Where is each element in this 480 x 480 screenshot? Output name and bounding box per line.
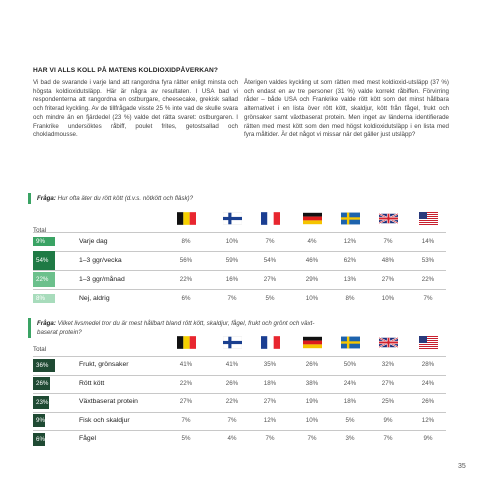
country-value-cell: 8% bbox=[345, 294, 355, 302]
country-value-cell: 14% bbox=[421, 237, 435, 245]
country-value-cell: 4% bbox=[227, 435, 237, 443]
row-label: 1–3 ggr/vecka bbox=[79, 256, 122, 264]
total-column-label: Total bbox=[33, 346, 47, 353]
total-value-cell: 22% bbox=[33, 272, 55, 287]
country-value-cell: 7% bbox=[265, 237, 275, 245]
question-prefix: Fråga: bbox=[37, 195, 56, 202]
row-label: Nej, aldrig bbox=[79, 294, 110, 302]
country-value-cell: 5% bbox=[265, 294, 275, 302]
row-divider bbox=[33, 289, 446, 290]
total-column-label: Total bbox=[33, 227, 47, 234]
row-label: 1–3 ggr/månad bbox=[79, 275, 125, 283]
country-value-cell: 41% bbox=[225, 361, 239, 369]
country-value-cell: 62% bbox=[343, 256, 357, 264]
question-text: Hur ofta äter du rött kött (d.v.s. nötkött och fläsk)? bbox=[57, 195, 194, 202]
country-value-cell: 10% bbox=[305, 416, 319, 424]
total-value-cell: 6% bbox=[33, 433, 45, 446]
row-divider bbox=[33, 251, 446, 252]
country-value-cell: 6% bbox=[181, 294, 191, 302]
country-value-cell: 22% bbox=[225, 398, 239, 406]
country-value-cell: 32% bbox=[381, 361, 395, 369]
country-value-cell: 53% bbox=[421, 256, 435, 264]
country-value-cell: 27% bbox=[179, 398, 193, 406]
country-value-cell: 7% bbox=[265, 435, 275, 443]
country-value-cell: 59% bbox=[225, 256, 239, 264]
country-value-cell: 4% bbox=[307, 237, 317, 245]
country-value-cell: 10% bbox=[381, 294, 395, 302]
usa-flag-icon bbox=[419, 212, 438, 225]
row-label: Fisk och skaldjur bbox=[79, 416, 130, 424]
france-flag-icon bbox=[261, 212, 280, 225]
country-value-cell: 7% bbox=[307, 435, 317, 443]
country-value-cell: 12% bbox=[263, 416, 277, 424]
row-divider bbox=[33, 412, 446, 413]
finland-flag-icon bbox=[223, 336, 242, 349]
country-value-cell: 50% bbox=[343, 361, 357, 369]
country-value-cell: 12% bbox=[343, 237, 357, 245]
country-value-cell: 18% bbox=[263, 379, 277, 387]
row-divider bbox=[33, 375, 446, 376]
row-divider bbox=[33, 270, 446, 271]
belgium-flag-icon bbox=[177, 336, 196, 349]
country-value-cell: 22% bbox=[179, 379, 193, 387]
row-label: Varje dag bbox=[79, 237, 108, 245]
question-1 bbox=[37, 195, 377, 204]
country-value-cell: 7% bbox=[383, 237, 393, 245]
section-heading: HAR VI ALLS KOLL PÅ MATENS KOLDIOXIDPÅVERKAN? bbox=[33, 67, 218, 74]
country-value-cell: 10% bbox=[225, 237, 239, 245]
country-value-cell: 38% bbox=[305, 379, 319, 387]
country-value-cell: 18% bbox=[343, 398, 357, 406]
country-value-cell: 12% bbox=[421, 416, 435, 424]
country-value-cell: 9% bbox=[423, 435, 433, 443]
intro-text-left: Vi bad de svarande i varje land att rangordna fyra rätter enligt minsta och högsta koldioxidutsläpp. Här är några av resultaten. I USA bad vi respondenterna att rangordna en ostburgare, cheesecake, grekisk sallad och friterad kyckling. Av de tillfrågade visste 25 % inte vad de skulle svara och mindre än en fjärdedel (23 %) valde det rätta svaret: ostburgaren. I Frankrike undersöktes råbiff, poulet frites, getostsallad och chokladmousse. bbox=[33, 79, 238, 139]
country-value-cell: 29% bbox=[305, 275, 319, 283]
country-value-cell: 27% bbox=[263, 275, 277, 283]
country-value-cell: 7% bbox=[423, 294, 433, 302]
country-value-cell: 7% bbox=[383, 435, 393, 443]
total-value-cell: 54% bbox=[33, 251, 55, 270]
page-number: 35 bbox=[458, 463, 466, 470]
country-value-cell: 41% bbox=[179, 361, 193, 369]
row-label: Frukt, grönsaker bbox=[79, 361, 129, 369]
question-text: Vilket livsmedel tror du är mest hållbart bland rött kött, skaldjur, fågel, frukt och grönt och växt- bbox=[57, 320, 315, 327]
usa-flag-icon bbox=[419, 336, 438, 349]
country-value-cell: 16% bbox=[225, 275, 239, 283]
germany-flag-icon bbox=[303, 336, 322, 349]
question-text-continued: baserat protein? bbox=[37, 328, 82, 336]
country-value-cell: 54% bbox=[263, 256, 277, 264]
country-value-cell: 46% bbox=[305, 256, 319, 264]
germany-flag-icon bbox=[303, 212, 322, 225]
uk-flag-icon bbox=[379, 336, 398, 349]
country-value-cell: 27% bbox=[381, 379, 395, 387]
country-value-cell: 22% bbox=[179, 275, 193, 283]
total-value-cell: 9% bbox=[33, 414, 45, 427]
country-value-cell: 5% bbox=[345, 416, 355, 424]
total-value-cell: 9% bbox=[33, 237, 55, 247]
country-value-cell: 8% bbox=[181, 237, 191, 245]
total-value-cell: 23% bbox=[33, 396, 49, 409]
country-value-cell: 25% bbox=[381, 398, 395, 406]
country-value-cell: 56% bbox=[179, 256, 193, 264]
country-value-cell: 19% bbox=[305, 398, 319, 406]
question-prefix: Fråga: bbox=[37, 320, 56, 327]
country-value-cell: 26% bbox=[421, 398, 435, 406]
country-value-cell: 24% bbox=[421, 379, 435, 387]
country-value-cell: 3% bbox=[345, 435, 355, 443]
country-value-cell: 26% bbox=[305, 361, 319, 369]
row-label: Fågel bbox=[79, 435, 97, 443]
row-divider bbox=[33, 232, 446, 233]
sweden-flag-icon bbox=[341, 336, 360, 349]
row-label: Växtbaserat protein bbox=[79, 398, 138, 406]
country-value-cell: 28% bbox=[421, 361, 435, 369]
country-value-cell: 27% bbox=[381, 275, 395, 283]
country-value-cell: 24% bbox=[343, 379, 357, 387]
total-value-cell: 8% bbox=[33, 294, 55, 303]
country-value-cell: 13% bbox=[343, 275, 357, 283]
country-value-cell: 7% bbox=[227, 294, 237, 302]
country-value-cell: 5% bbox=[181, 435, 191, 443]
country-value-cell: 10% bbox=[305, 294, 319, 302]
country-value-cell: 26% bbox=[225, 379, 239, 387]
country-value-cell: 9% bbox=[383, 416, 393, 424]
total-value-cell: 26% bbox=[33, 377, 50, 390]
france-flag-icon bbox=[261, 336, 280, 349]
intro-text-right: Återigen valdes kyckling ut som rätten med mest koldioxid-utsläpp (37 %) och endast en av tre personer (31 %) valde korrekt råbiffen. Förvirring råder – både USA och Frankrike valde rött kött som det minst hållbara alternativet i en lista över rött kött, skaldjur, kött från fågel, frukt och grönsaker samt växtbaserat protein. Men inget av länderna identifierade rätten med mest kött som den med högst koldioxidutsläpp i en lista med fyra måltider. Är det något vi missar när det gäller just utsläpp? bbox=[244, 79, 449, 139]
uk-flag-icon bbox=[379, 212, 398, 225]
country-value-cell: 35% bbox=[263, 361, 277, 369]
finland-flag-icon bbox=[223, 212, 242, 225]
row-label: Rött kött bbox=[79, 379, 105, 387]
question-accent-bar bbox=[28, 193, 31, 204]
question-2 bbox=[37, 320, 377, 337]
sweden-flag-icon bbox=[341, 212, 360, 225]
country-value-cell: 27% bbox=[263, 398, 277, 406]
country-value-cell: 7% bbox=[227, 416, 237, 424]
row-divider bbox=[33, 430, 446, 431]
total-value-cell: 36% bbox=[33, 359, 55, 372]
question-accent-bar bbox=[28, 318, 31, 338]
row-divider bbox=[33, 356, 446, 357]
country-value-cell: 48% bbox=[381, 256, 395, 264]
country-value-cell: 7% bbox=[181, 416, 191, 424]
row-divider bbox=[33, 393, 446, 394]
country-value-cell: 22% bbox=[421, 275, 435, 283]
belgium-flag-icon bbox=[177, 212, 196, 225]
